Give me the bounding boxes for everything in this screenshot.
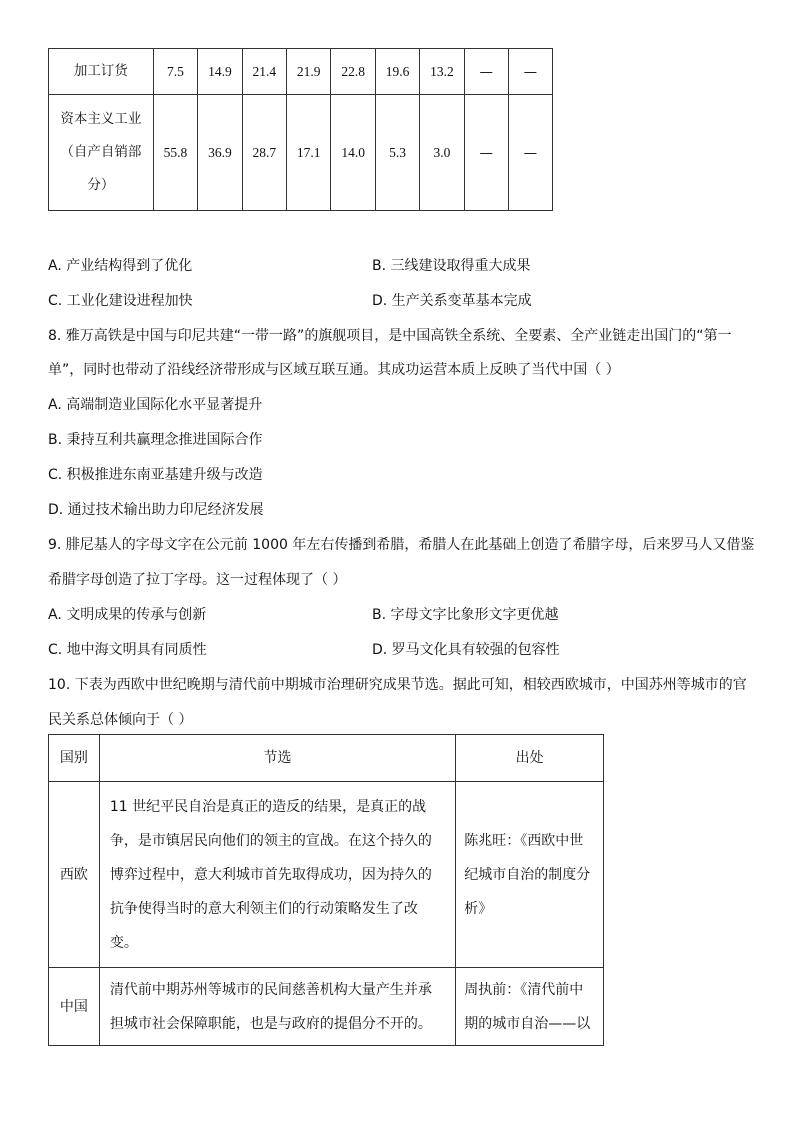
table-cell: 7.5 [153, 49, 197, 95]
data-table-top [48, 48, 553, 211]
q7-option-d: D. 生产关系变革基本完成 [372, 293, 532, 309]
table-cell: 28.7 [242, 95, 286, 211]
table-row [49, 782, 604, 968]
table-cell: 5.3 [375, 95, 419, 211]
q7-option-c: C. 工业化建设进程加快 [48, 293, 193, 309]
q9-option-a: A. 文明成果的传承与创新 [48, 607, 207, 623]
table-cell: 22.8 [331, 49, 375, 95]
excerpt-cell: 清代前中期苏州等城市的民间慈善机构大量产生并承 担城市社会保障职能，也是与政府的提倡分不开的。 [99, 968, 455, 1046]
table-row [49, 968, 604, 1046]
q9-stem-line2: 希腊字母创造了拉丁字母。这一过程体现了（ ） [48, 572, 347, 588]
q8-option-c: C. 积极推进东南亚基建升级与改造 [48, 467, 263, 483]
q8-stem-line1: 8. 雅万高铁是中国与印尼共建“一带一路”的旗舰项目，是中国高铁全系统、全要素、全产业链走出国门的“第一 [48, 328, 732, 344]
header-country: 国别 [49, 735, 100, 782]
table-cell: — [464, 49, 508, 95]
q9-option-d: D. 罗马文化具有较强的包容性 [372, 642, 560, 658]
q9-option-b: B. 字母文字比象形文字更优越 [372, 607, 559, 623]
table-cell: 13.2 [420, 49, 464, 95]
q8-option-a: A. 高端制造业国际化水平显著提升 [48, 397, 263, 413]
q8-option-b: B. 秉持互利共赢理念推进国际合作 [48, 432, 263, 448]
table-cell: 14.0 [331, 95, 375, 211]
comparison-table [48, 734, 604, 1046]
table-cell: 55.8 [153, 95, 197, 211]
table-row [49, 49, 553, 95]
table-cell: — [464, 95, 508, 211]
table-cell: — [508, 49, 552, 95]
table-row [49, 95, 553, 211]
table-cell: 14.9 [198, 49, 242, 95]
q7-option-a: A. 产业结构得到了优化 [48, 258, 193, 274]
q8-stem-line2: 单”，同时也带动了沿线经济带形成与区域互联互通。其成功运营本质上反映了当代中国（ ） [48, 362, 620, 378]
q9-option-c: C. 地中海文明具有同质性 [48, 642, 207, 658]
q10-stem-line2: 民关系总体倾向于（ ） [48, 712, 193, 728]
q8-option-d: D. 通过技术输出助力印尼经济发展 [48, 502, 264, 518]
source-cell: 周执前：《清代前中 期的城市自治——以 [456, 968, 604, 1046]
source-cell: 陈兆旺：《西欧中世 纪城市自治的制度分 析》 [456, 782, 604, 968]
header-source: 出处 [456, 735, 604, 782]
table-cell: 21.4 [242, 49, 286, 95]
table-cell: 19.6 [375, 49, 419, 95]
row-label: 加工订货 [49, 49, 154, 95]
country-cell: 中国 [49, 968, 100, 1046]
table-cell: 21.9 [287, 49, 331, 95]
q7-option-b: B. 三线建设取得重大成果 [372, 258, 531, 274]
q9-stem-line1: 9. 腓尼基人的字母文字在公元前 1000 年左右传播到希腊，希腊人在此基础上创造了希腊字母，后来罗马人又借鉴 [48, 537, 755, 553]
table-cell: 36.9 [198, 95, 242, 211]
excerpt-cell: 11 世纪平民自治是真正的造反的结果，是真正的战 争，是市镇居民向他们的领主的宣战。在这个持久的 博弈过程中，意大利城市首先取得成功，因为持久的 抗争使得当时的意大利领主们的行动策略发生了改 变。 [99, 782, 455, 968]
table-cell: — [508, 95, 552, 211]
table-cell: 3.0 [420, 95, 464, 211]
table-cell: 17.1 [287, 95, 331, 211]
country-cell: 西欧 [49, 782, 100, 968]
header-excerpt: 节选 [99, 735, 455, 782]
q10-stem-line1: 10. 下表为西欧中世纪晚期与清代前中期城市治理研究成果节选。据此可知，相较西欧城市，中国苏州等城市的官 [48, 677, 747, 693]
table-header-row [49, 735, 604, 782]
row-label: 资本主义工业 （自产自销部 分） [49, 95, 154, 211]
